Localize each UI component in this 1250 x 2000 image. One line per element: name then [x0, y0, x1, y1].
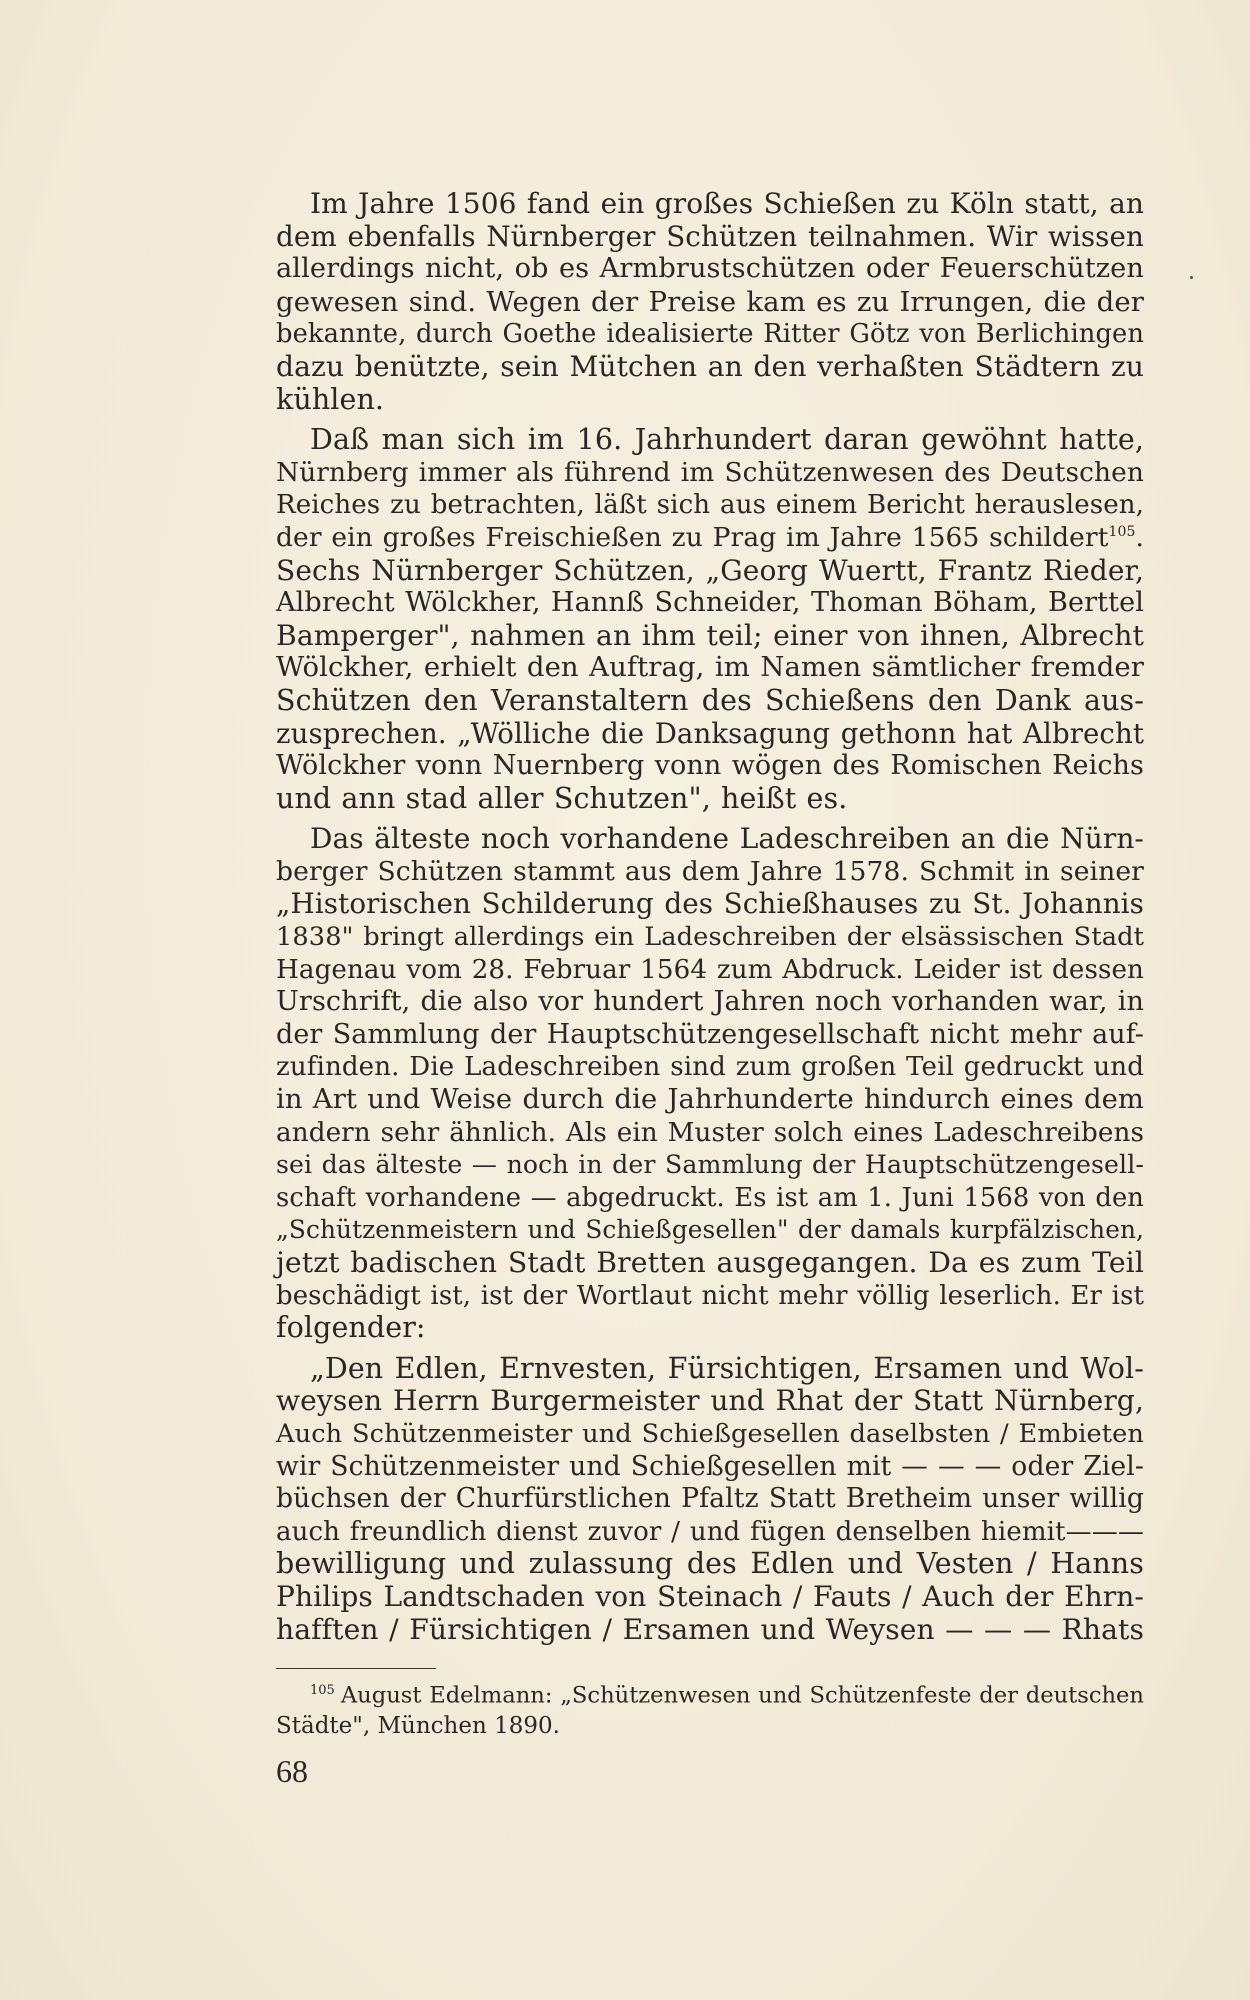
- text-line: hafften / Fürsichtigen / Ersamen und Weysen — — — Rhats: [276, 1612, 1144, 1646]
- text-line: „Historischen Schilderung des Schießhauses zu St. Johannis: [276, 887, 1144, 921]
- text-line: 1838" bringt allerdings ein Ladeschreiben der elsässischen Stadt: [276, 922, 1144, 953]
- footnote: [276, 1676, 1144, 1741]
- paragraph-1: [276, 188, 1144, 416]
- text-line: folgender:: [276, 1311, 426, 1345]
- text-line: gewesen sind. Wegen der Preise kam es zu Irrungen, die der: [276, 285, 1144, 318]
- text-line: der Sammlung der Hauptschützengesellschaft nicht mehr auf-: [276, 1018, 1144, 1050]
- text-line: Sechs Nürnberger Schützen, „Georg Wuertt, Frantz Rieder,: [276, 553, 1144, 587]
- text-line: zufinden. Die Ladeschreiben sind zum großen Teil gedruckt und: [276, 1052, 1144, 1083]
- text-line: jetzt badischen Stadt Bretten ausgegangen. Da es zum Teil: [276, 1246, 1144, 1279]
- body-text: [276, 188, 1144, 1646]
- footnote-line: [276, 1676, 1144, 1711]
- footnote-line: Städte", München 1890.: [276, 1712, 560, 1739]
- text-line: Hagenau vom 28. Februar 1564 zum Abdruck. Leider ist dessen: [276, 954, 1144, 985]
- text-line: dazu benützte, sein Mütchen an den verhaßten Städtern zu: [276, 349, 1144, 383]
- paragraph-2: [276, 424, 1144, 815]
- text-line: Im Jahre 1506 fand ein großes Schießen zu Köln statt, an: [310, 187, 1144, 220]
- text-line: Reiches zu betrachten, läßt sich aus einem Bericht herauslesen,: [276, 490, 1144, 521]
- text-line: Daß man sich im 16. Jahrhundert daran gewöhnt hatte,: [310, 423, 1144, 457]
- text-line: bekannte, durch Goethe idealisierte Ritter Götz von Berlichingen: [276, 319, 1144, 350]
- text-line: Wölckher vonn Nuernberg vonn wögen des Romischen Reichs: [276, 750, 1144, 782]
- footnote-reference[interactable]: 105: [1108, 524, 1136, 541]
- paragraph-3: [276, 823, 1144, 1345]
- text-line: Das älteste noch vorhandene Ladeschreiben an die Nürn-: [310, 822, 1144, 856]
- page-number: 68: [276, 1753, 308, 1789]
- paper-speck: [1190, 276, 1193, 279]
- text-line: Urschrift, die also vor hundert Jahren noch vorhanden war, in: [276, 986, 1144, 1018]
- text-line: büchsen der Churfürstlichen Pfaltz Statt Bretheim unser willig: [276, 1483, 1144, 1515]
- footnote-text: August Edelmann: „Schützenwesen und Schützenfeste der deutschen: [340, 1682, 1144, 1709]
- quoted-letter: [276, 1353, 1144, 1646]
- text-line: wir Schützenmeister und Schießgesellen mit — — — oder Ziel-: [276, 1450, 1144, 1482]
- footnote-number: 105: [310, 1683, 335, 1698]
- text-line: schaft vorhandene — abgedruckt. Es ist am 1. Juni 1568 von den: [276, 1182, 1144, 1213]
- text-line: Wölckher, erhielt den Auftrag, im Namen sämtlicher fremder: [276, 652, 1144, 684]
- text-line: dem ebenfalls Nürnberger Schützen teilnahmen. Wir wissen: [276, 219, 1144, 253]
- text-line: Auch Schützenmeister und Schießgesellen daselbsten / Embieten: [276, 1418, 1144, 1449]
- text-line: weysen Herrn Burgermeister und Rhat der Statt Nürnberg,: [276, 1384, 1144, 1418]
- text-line: sei das älteste — noch in der Sammlung der Hauptschützengesell-: [276, 1150, 1144, 1180]
- text-line: Philips Landtschaden von Steinach / Fauts / Auch der Ehrn-: [276, 1579, 1144, 1613]
- footnote-divider: [276, 1668, 436, 1669]
- text-line: kühlen.: [276, 382, 385, 416]
- text-line: beschädigt ist, ist der Wortlaut nicht mehr völlig leserlich. Er ist: [276, 1280, 1144, 1311]
- text-line-with-footnote-ref: der ein großes Freischießen zu Prag im Jahre 1565 schildert$^{105}$.: [276, 521, 1144, 553]
- text-line: allerdings nicht, ob es Armbrustschützen oder Feuerschützen: [276, 253, 1144, 285]
- text-line: der ein großes Freischießen zu Prag im Jahre 1565 schildert: [276, 521, 1109, 553]
- text-line: und ann stad aller Schutzen", heißt es.: [276, 781, 848, 815]
- text-line: Albrecht Wölckher, Hannß Schneider, Thoman Böham, Berttel: [276, 587, 1144, 619]
- text-line: andern sehr ähnlich. Als ein Muster solch eines Ladeschreibens: [276, 1117, 1144, 1148]
- text-line: auch freundlich dienst zuvor / und fügen denselben hiemit———: [276, 1516, 1144, 1547]
- text-line: berger Schützen stammt aus dem Jahre 1578. Schmit in seiner: [276, 855, 1144, 887]
- text-line: Bamperger", nahmen an ihm teil; einer von ihnen, Albrecht: [276, 618, 1144, 652]
- text-line: zusprechen. „Wölliche die Danksagung gethonn hat Albrecht: [276, 716, 1144, 750]
- text-line: „Schützenmeistern und Schießgesellen" der damals kurpfälzischen,: [276, 1215, 1144, 1245]
- text-line: bewilligung und zulassung des Edlen und Vesten / Hanns: [276, 1547, 1144, 1581]
- text-line: „Den Edlen, Ernvesten, Fürsichtigen, Ersamen und Wol-: [310, 1351, 1144, 1385]
- text-line: Schützen den Veranstaltern des Schießens den Dank aus-: [276, 683, 1144, 717]
- text-line: Nürnberg immer als führend im Schützenwesen des Deutschen: [276, 456, 1144, 488]
- text-line: in Art und Weise durch die Jahrhunderte hindurch eines dem: [276, 1084, 1144, 1116]
